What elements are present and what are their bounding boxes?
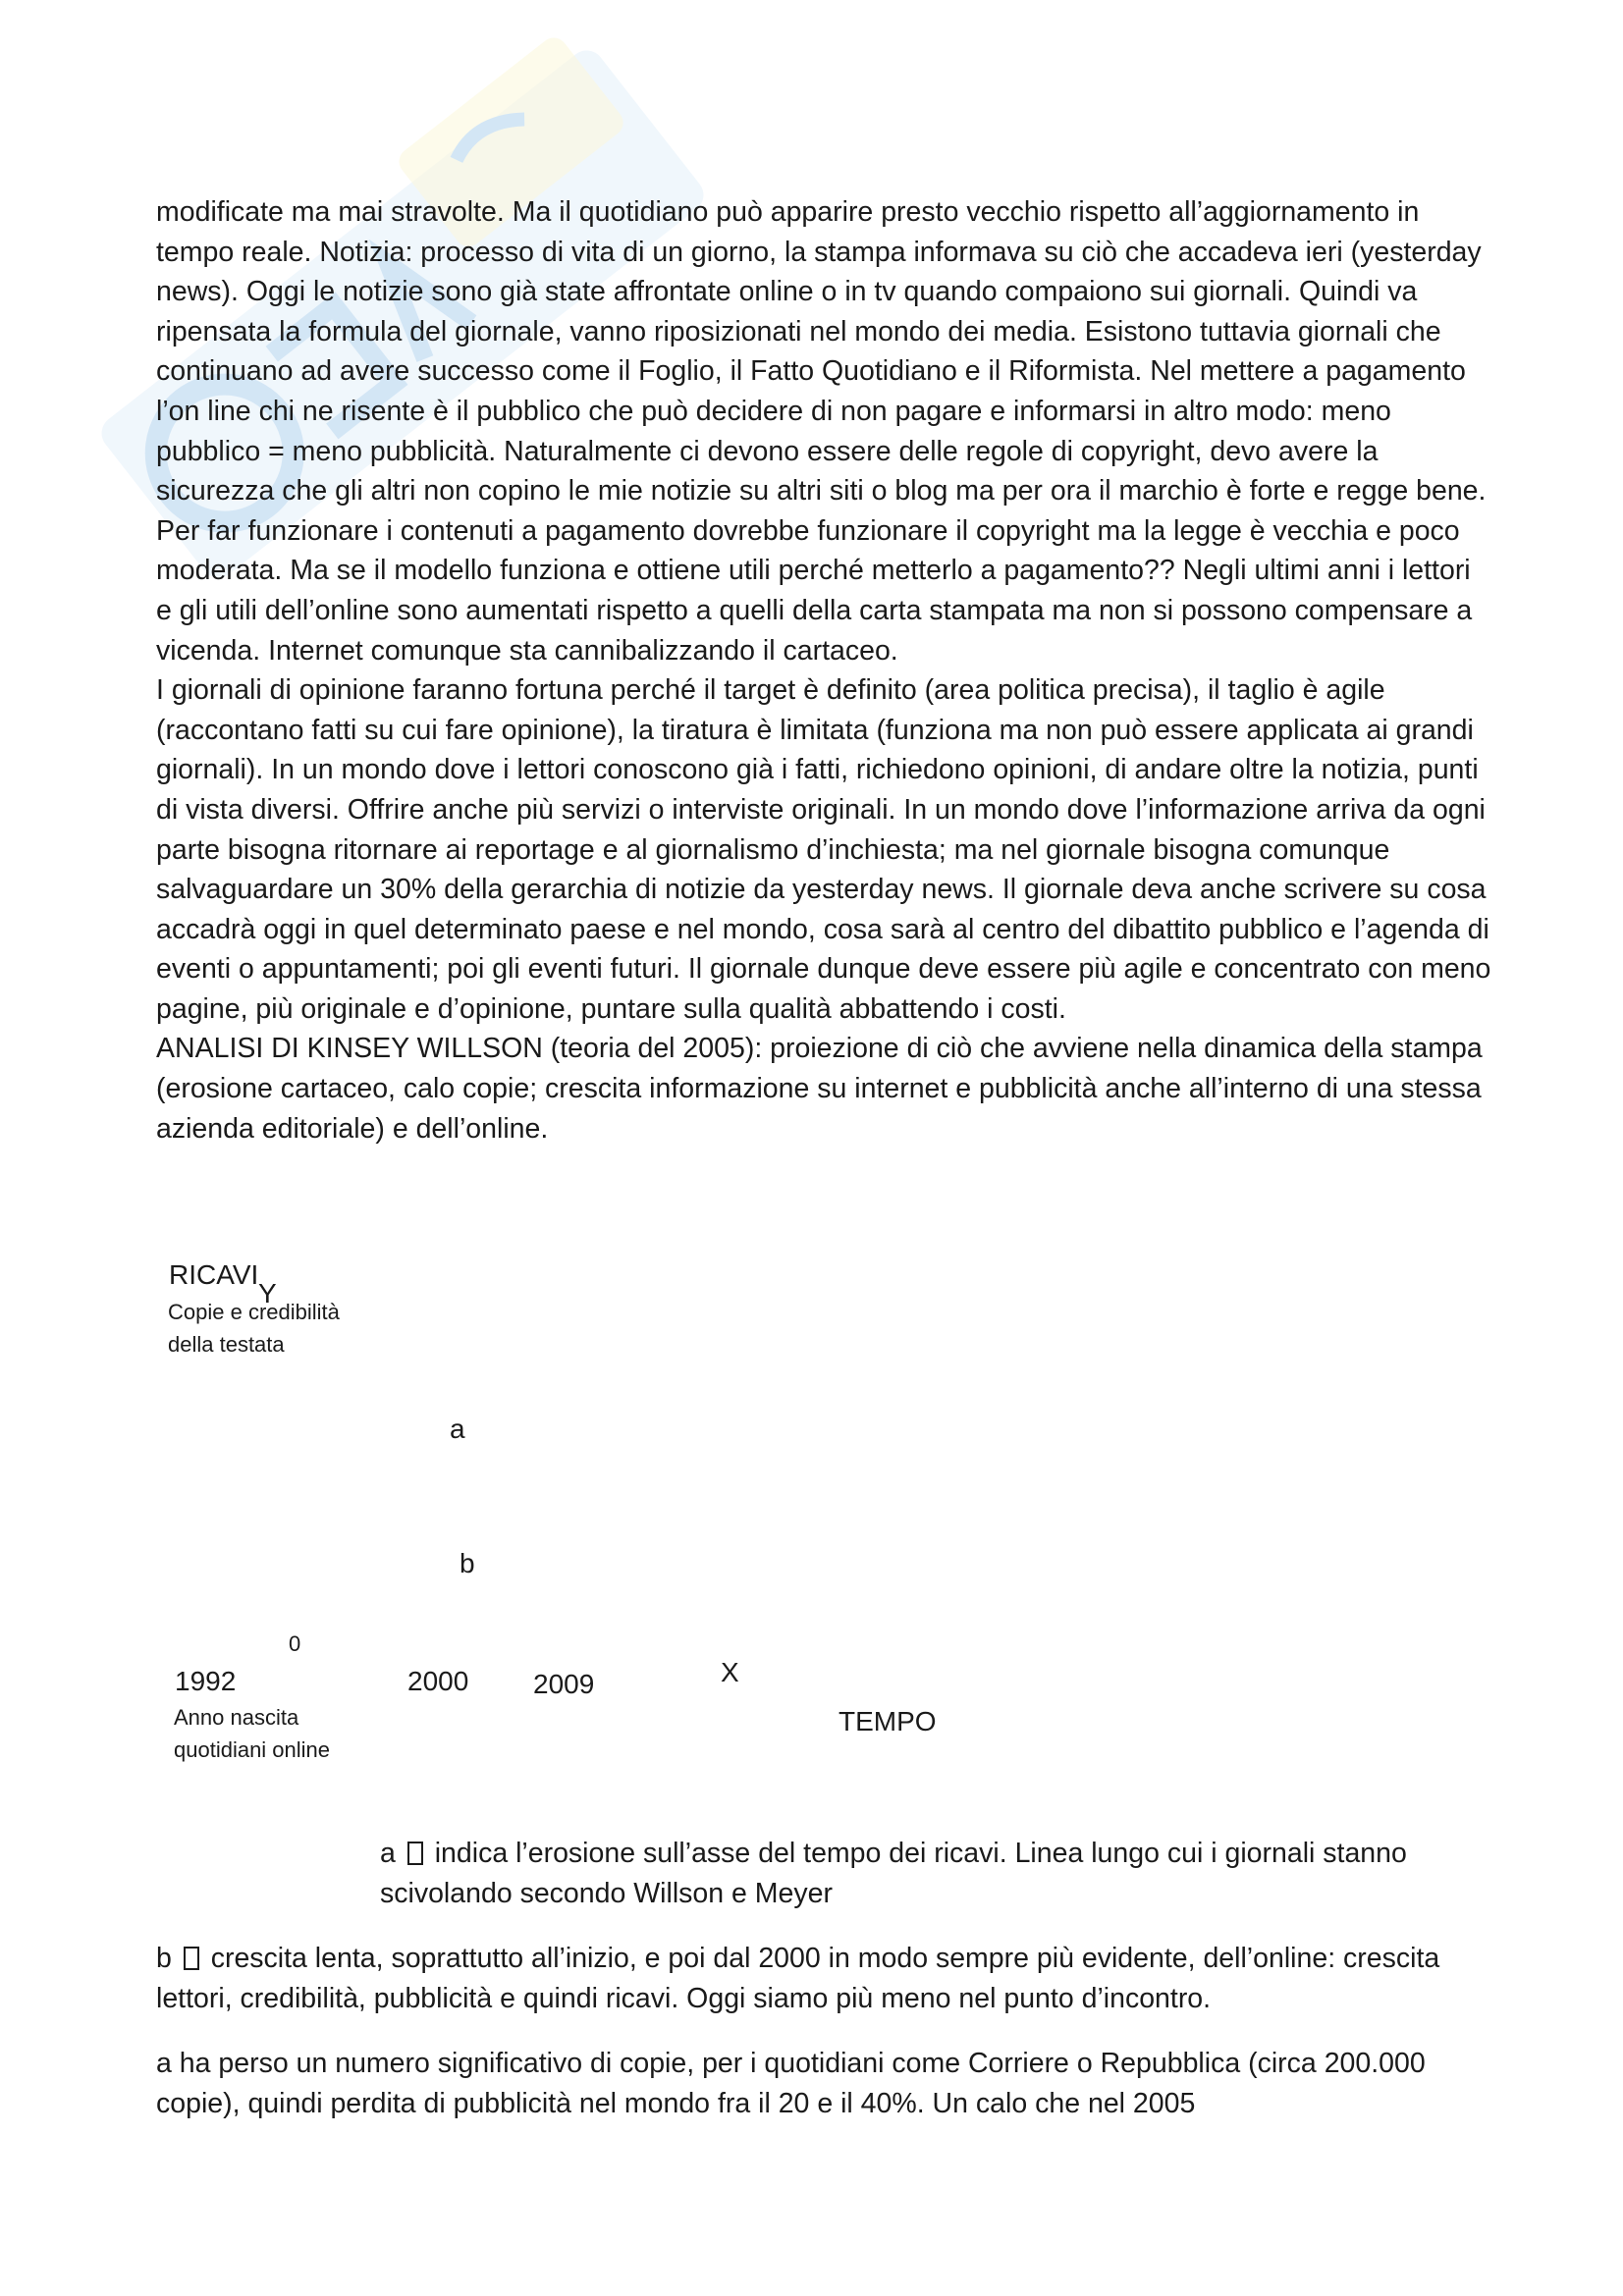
arrow-icon — [184, 1947, 199, 1970]
note-text: indica l’erosione sull’asse del tempo dei ricavi. Linea lungo cui i giornali stanno scivolando secondo Willson e Meyer — [380, 1838, 1407, 1909]
x-axis-letter: X — [721, 1657, 739, 1687]
paragraph: I giornali di opinione faranno fortuna perché il target è definito (area politica precisa), il taglio è agile (raccontano fatti su cui fare opinione), la tiratura è limitata (funziona ma non può essere applicata ai grandi giornali). In un mondo dove i lettori conoscono già i fatti, richiedono opinioni, di andare oltre la notizia, punti di vista diversi. Offrire anche più servizi o interviste originali. In un mondo dove l’informazione arriva da ogni parte bisogna ritornare ai reportage e al giornalismo d’inchiesta; ma nel giornale bisogna comunque salvaguardare un 30% della gerarchia di notizie da yesterday news. Il giornale deva anche scrivere su cosa accadrà oggi in quel determinato paese e nel mondo, cosa sarà al centro del dibattito pubblico e l’agenda di eventi o appuntamenti; poi gli eventi futuri. Il giornale dunque deve essere più agile e concentrato con meno pagine, più originale e d’opinione, puntare sulla qualità abbattendo i costi. — [156, 674, 1491, 1025]
note-a — [156, 1834, 1491, 1913]
x-tick-1992: 1992 — [175, 1666, 237, 1696]
x-tick-2009: 2009 — [533, 1669, 595, 1699]
note-text: a ha perso un numero significativo di copie, per i quotidiani come Corriere o Repubblica (circa 200.000 copie), quindi perdita di pubblicità nel mondo fra il 20 e il 40%. Un calo che nel 2005 — [156, 2048, 1426, 2119]
paragraph: ANALISI DI KINSEY WILLSON (teoria del 2005): proiezione di ciò che avviene nella dinamica della stampa (erosione cartaceo, calo copie; crescita informazione su internet e pubblicità anche all’interno di una stessa azienda editoriale) e dell’online. — [156, 1033, 1483, 1145]
note-c — [156, 2044, 1491, 2123]
body-text — [156, 192, 1491, 1148]
paragraph: modificate ma mai stravolte. Ma il quotidiano può apparire presto vecchio rispetto all’aggiornamento in tempo reale. Notizia: processo di vita di un giorno, la stampa informava su ciò che accadeva ieri (yesterday news). Oggi le notizie sono già state affrontate online o in tv quando compaiono sui giornali. Quindi va ripensata la formula del giornale, vanno riposizionati nel mondo dei media. Esistono tuttavia giornali che continuano ad avere successo come il Foglio, il Fatto Quotidiano e il Riformista. Nel mettere a pagamento l’on line chi ne risente è il pubblico che può decidere di non pagare e informarsi in altro modo: meno pubblico = meno pubblicità. Naturalmente ci devono essere delle regole di copyright, devo avere la sicurezza che gli altri non copino le mie notizie su altri siti o blog ma per ora il marchio è forte e regge bene. Per far funzionare i contenuti a pagamento dovrebbe funzionare il copyright ma la legge è vecchia e poco moderata. Ma se il modello funziona e ottiene utili perché metterlo a pagamento?? Negli ultimi anni i lettori e gli utili dell’online sono aumentati rispetto a quelli della carta stampata ma non si possono compensare a vicenda. Internet comunque sta cannibalizzando il cartaceo. — [156, 196, 1487, 667]
note-lead: a — [380, 1838, 396, 1869]
line-a-label: a — [450, 1414, 465, 1444]
line-b-label: b — [460, 1548, 475, 1578]
y-axis-subtitle: Copie e credibilità della testata — [168, 1300, 340, 1357]
y-axis-title: RICAVI — [169, 1259, 259, 1290]
arrow-icon — [407, 1842, 423, 1865]
note-lead: b — [156, 1943, 172, 1975]
note-b — [156, 1939, 1491, 2018]
x-tick-2000: 2000 — [407, 1666, 469, 1696]
x-tick-note: Anno nascita quotidiani online — [174, 1705, 331, 1762]
y-axis-letter: Y — [258, 1278, 277, 1308]
origin-mark: 0 — [289, 1631, 301, 1656]
note-text: crescita lenta, soprattutto all’inizio, e poi dal 2000 in modo sempre più evidente, dell’online: crescita lettori, credibilità, pubblicità e quindi ricavi. Oggi siamo più meno nel punto d’incontro. — [156, 1943, 1440, 2014]
x-axis-title: TEMPO — [839, 1706, 937, 1736]
figure-notes — [156, 1834, 1491, 2150]
